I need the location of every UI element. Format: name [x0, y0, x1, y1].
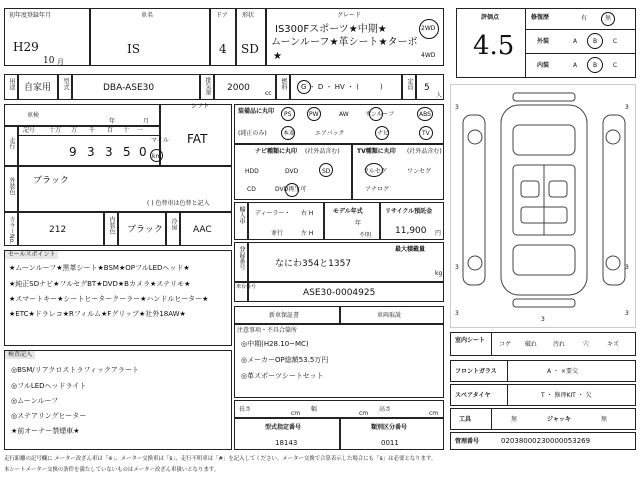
- capacity-label-cell: [402, 74, 416, 100]
- mileage-digit-4: 0: [139, 145, 147, 159]
- inspector-line-3: ◎ステアリングヒーター: [11, 412, 87, 420]
- model-label-cell: [58, 74, 72, 100]
- seat-fl: [521, 181, 539, 197]
- interior-value: ブラック: [127, 225, 163, 235]
- tv-fullseg: フルセグ: [363, 168, 387, 175]
- diagram-label-4: 3: [455, 310, 459, 317]
- wheel-lf: [468, 130, 482, 144]
- ext-label: 外装: [537, 38, 550, 45]
- grade-line2: ムーンルーフ★革シート★ターボ: [271, 37, 418, 48]
- dims-height-unit: cm: [429, 410, 439, 417]
- fuel-value: G ・ D ・ HV ・ ( ): [301, 83, 383, 91]
- color-value: 212: [49, 225, 67, 235]
- mgmt-cell: [450, 432, 636, 450]
- grade-divider: [525, 9, 526, 77]
- inspector-line-4: ★前オーナー禁煙車★: [11, 427, 80, 435]
- ext-b: B: [593, 38, 598, 45]
- repair-no: 無: [605, 15, 612, 22]
- type-num-label: 型式指定番号: [265, 424, 302, 431]
- warranty-new-label: 新車保証書: [269, 312, 300, 319]
- interior-label: 内装色: [108, 216, 115, 234]
- max-load-label: 最大積載量: [395, 246, 426, 253]
- footer-line2: 本シートメーター交換の条件を満たしていないものはメーター改ざん車扱いとなります。: [4, 467, 220, 473]
- model-value: DBA-ASE30: [103, 83, 155, 93]
- model-year-year: 年: [355, 220, 362, 227]
- int-a: A: [573, 62, 578, 69]
- glass-value: A ・ ×要交: [547, 368, 578, 375]
- ac-value-cell: [180, 212, 232, 246]
- mileage-col-5: 十: [123, 127, 130, 134]
- grade-line3: ★: [273, 51, 282, 62]
- wheel-rf: [606, 130, 620, 144]
- exterior-label-cell: [4, 166, 18, 212]
- doors-value: 4: [219, 42, 227, 56]
- ext-a: A: [573, 38, 578, 45]
- displacement-value-cell: [214, 74, 276, 100]
- sales-line-1: ★純正SDナビ★フルセグBT★DVD★Bカメラ★ステリモ★: [9, 280, 191, 288]
- mileage-digit-0: 9: [69, 145, 77, 159]
- equip-navi: ナビ: [377, 130, 390, 137]
- inspector-line-2: ◎ムーンルーフ: [11, 397, 59, 405]
- spare-divider: [507, 385, 508, 405]
- spare-value: T ・ 修理KIT ・ 欠: [541, 392, 592, 399]
- import-parallel: 並行: [271, 230, 284, 237]
- spare-cell: [450, 384, 636, 406]
- grade-box: [456, 8, 636, 78]
- score-value: 4.5: [473, 31, 515, 61]
- diagram-label-5: 3: [625, 310, 629, 317]
- tv-cell: [352, 144, 444, 200]
- ac-label: 冷房: [170, 218, 177, 230]
- navi-cell: [234, 144, 352, 200]
- shape-cell: [236, 8, 266, 66]
- jack-label: ジャッキ: [547, 416, 571, 423]
- equip-aw: AW: [339, 111, 349, 118]
- glass-divider: [507, 361, 508, 381]
- inspector-label: 検査記入: [5, 351, 35, 359]
- capacity-label: 定員: [406, 78, 413, 90]
- car-diagram: [450, 84, 636, 328]
- equip-sunroof: サンルーフ: [365, 111, 395, 118]
- tv-sublabel: (社外品含む): [407, 148, 442, 155]
- equip-leather: 本革: [283, 130, 296, 137]
- use-value-cell: [18, 74, 58, 100]
- inspection-cell: [4, 104, 160, 126]
- use-label: 用途: [8, 78, 15, 90]
- front-bumper: [513, 93, 575, 101]
- notes-line-1: ◎メーカーOP総額53.5万円: [241, 356, 329, 364]
- equip-ps: PS: [284, 111, 292, 118]
- displacement-label-cell: [200, 74, 214, 100]
- inspector-line-0: ◎BSM/リアクロストラフィックアラート: [11, 366, 139, 374]
- rear-bumper: [513, 299, 575, 307]
- interior-value-cell: [118, 212, 166, 246]
- seat-fr: [549, 181, 567, 197]
- car-left-side: [463, 115, 485, 285]
- seat-item-3: 穴: [583, 341, 590, 348]
- car-diagram-svg: [451, 85, 637, 329]
- sales-points-cell: [4, 250, 232, 346]
- registration-cell: [248, 242, 444, 282]
- import-dealer: ディーラー・: [255, 210, 291, 217]
- tools-value: 無: [511, 416, 518, 423]
- car-name-value: IS: [127, 42, 140, 56]
- tv-label: TV種類に丸印: [357, 148, 396, 155]
- seat-cell: [450, 332, 636, 356]
- seat-divider: [491, 333, 492, 355]
- int-c: C: [613, 62, 618, 69]
- mileage-digit-2: 3: [105, 145, 113, 159]
- ac-value: AAC: [193, 225, 212, 235]
- chassis-label-cell: [234, 282, 257, 302]
- warranty-manual-label: 車両取説: [377, 312, 402, 319]
- shape-label: 形状: [242, 12, 255, 19]
- equip-airbag: エアバック: [315, 130, 345, 137]
- color-value-cell: [18, 212, 104, 246]
- tv-analog: アナログ: [365, 186, 390, 193]
- fuel-value-cell: [290, 74, 402, 100]
- shift-cell: [160, 104, 232, 166]
- diagram-label-0: 3: [455, 104, 459, 111]
- mileage-unit-km: km: [152, 153, 162, 160]
- grade-hline2: [525, 53, 635, 54]
- ac-label-cell: [166, 212, 180, 246]
- navi-cd: CD: [247, 186, 256, 193]
- shift-label: シフト: [191, 103, 210, 110]
- diagram-label-2: 3: [455, 264, 459, 271]
- diagram-label-6: 3: [541, 316, 545, 323]
- chassis-label: 車台番号: [236, 284, 257, 290]
- drive-2wd: 2WD: [421, 25, 436, 32]
- reg-year-label: 初年度登録年月: [9, 12, 52, 19]
- import-label: 輸入車: [238, 206, 245, 224]
- equipment-label: 装備品に丸印: [238, 108, 275, 115]
- dims-cell: [234, 400, 444, 418]
- tv-oneseg: ワンセグ: [407, 168, 432, 175]
- dims-height: 高さ: [379, 406, 392, 413]
- car-trunk: [513, 245, 575, 275]
- import-right: 右 H: [301, 210, 314, 217]
- car-hood: [513, 125, 575, 155]
- exterior-cell: [18, 166, 232, 212]
- registration-label: 登録番号: [238, 246, 245, 270]
- mileage-cell: [18, 126, 169, 166]
- type-num-value: 18143: [275, 439, 298, 447]
- model-year-label: モデル年式: [333, 208, 363, 215]
- import-left: 左 H: [301, 230, 314, 237]
- mileage-col-2: 万: [71, 127, 78, 134]
- wheel-rr: [606, 256, 620, 270]
- doors-label: ドア: [216, 12, 228, 19]
- sales-line-2: ★スマートキー★シートヒータークーラー★ハンドルヒーター★: [9, 295, 209, 303]
- equipment-sublabel: (純正のみ): [238, 130, 267, 137]
- car-name-label: 車名: [141, 12, 154, 19]
- tools-divider: [491, 409, 492, 429]
- doors-cell: [210, 8, 236, 66]
- displacement-label: 排気量: [204, 77, 211, 95]
- inspector-cell: [4, 350, 232, 450]
- model-year-unknown: 不明: [359, 232, 372, 239]
- equipment-cell: [234, 104, 444, 144]
- dims-length-unit: cm: [291, 410, 301, 417]
- car-name-cell: [90, 8, 210, 66]
- mileage-col-0: 記号: [23, 127, 36, 134]
- mileage-col-3: 千: [89, 127, 96, 134]
- equip-tv: TV: [422, 130, 430, 137]
- wheel-lr: [468, 256, 482, 270]
- navi-dvdplay: DVD再生可: [275, 186, 307, 193]
- glass-label: フロントガラス: [455, 368, 497, 375]
- notes-label: 注意事項・不具合箇所: [237, 327, 298, 334]
- chassis-value: ASE30-0004925: [303, 288, 376, 298]
- mgmt-label: 管理番号: [455, 438, 480, 445]
- mileage-col-6: 一: [137, 127, 144, 134]
- import-cell: [248, 202, 324, 240]
- chassis-cell: [248, 282, 444, 302]
- notes-line-0: ◎中期(H28.10~MC): [241, 340, 309, 348]
- repair-label: 修復歴: [531, 14, 550, 21]
- dims-width-unit: cm: [359, 410, 369, 417]
- inspector-line-1: ◎フルLEDヘッドライト: [11, 382, 87, 390]
- spare-label: スペアタイヤ: [455, 392, 491, 399]
- sales-points-label: セールスポイント: [5, 251, 58, 259]
- max-load-unit: kg: [435, 270, 443, 277]
- seat-label: 室内シート: [455, 337, 486, 344]
- int-label: 内装: [537, 62, 550, 69]
- score-label: 評価点: [481, 14, 500, 21]
- seat-item-0: コゲ: [499, 341, 512, 348]
- glass-cell: [450, 360, 636, 382]
- sales-line-3: ★ETC★ドラレコ★Rフィルム★Fグリップ★社外18AW★: [9, 310, 186, 318]
- seat-item-2: 汚れ: [553, 341, 566, 348]
- mileage-digit-3: 5: [123, 145, 131, 159]
- diagram-label-3: 3: [625, 264, 629, 271]
- exterior-value: ブラック: [33, 176, 69, 186]
- recycle-cell: [380, 202, 444, 240]
- model-label: 型式: [62, 78, 69, 90]
- seat-item-1: 破れ: [525, 341, 538, 348]
- navi-sublabel: (社外品含む): [305, 148, 340, 155]
- mileage-label-cell: [4, 126, 18, 166]
- ext-c: C: [613, 38, 618, 45]
- color-label: カラーNo.: [8, 216, 15, 244]
- inspection-month: 月: [143, 118, 150, 125]
- jack-value: 無: [601, 416, 608, 423]
- sales-line-0: ★ムーンルーフ★黒革シート★BSM★OPフルLEDヘッド★: [9, 264, 190, 272]
- int-b: B: [593, 62, 598, 69]
- fuel-label: 燃料: [280, 78, 287, 90]
- equip-abs: ABS: [419, 111, 431, 118]
- category-num-value: 0011: [381, 439, 399, 447]
- navi-hdd: HDD: [245, 168, 259, 175]
- capacity-value-cell: [416, 74, 444, 100]
- type-num-cell: [234, 418, 340, 450]
- mileage-label: 走行: [8, 137, 15, 149]
- model-value-cell: [72, 74, 200, 100]
- grade-line1: IS300Fスポーツ★中期★: [275, 24, 387, 35]
- seat-item-4: キズ: [607, 341, 619, 348]
- navi-dvd: DVD: [285, 168, 299, 175]
- footer-line1: 走行距離の記号欄に メーター改ざん車は「※」、メーター交換車は「$」、走行不明車は「#」を記入してください。メーター交換で合算表示した場合にも「$」は必要となります。: [4, 456, 437, 462]
- mileage-col-4: 百: [107, 127, 114, 134]
- tools-cell: [450, 408, 636, 430]
- reg-year-cell: [4, 8, 90, 66]
- repair-yes: 有: [581, 15, 588, 22]
- capacity-value: 5: [424, 83, 430, 93]
- shape-value: SD: [241, 42, 259, 56]
- notes-cell: [234, 324, 444, 398]
- notes-line-2: ◎革スポーツシートセット: [241, 372, 324, 380]
- car-right-side: [603, 115, 625, 285]
- capacity-unit: 人: [436, 92, 443, 99]
- tools-label: 工具: [459, 416, 472, 423]
- grade-label: グレード: [337, 12, 362, 19]
- mileage-unit-mile: マイル: [151, 137, 169, 144]
- month-unit: 月: [57, 58, 64, 66]
- grade-cell: [266, 8, 444, 66]
- color-label-cell: [4, 212, 18, 246]
- navi-sd: SD: [322, 168, 331, 175]
- reg-year-value: H29: [13, 40, 39, 54]
- interior-label-cell: [104, 212, 118, 246]
- inspection-year: 年: [109, 118, 116, 125]
- drive-4wd: 4WD: [421, 52, 436, 59]
- grade-hline1: [525, 29, 635, 30]
- mileage-digit-1: 3: [87, 145, 95, 159]
- exterior-note: ( ) 色替車は色替と記入: [147, 200, 210, 207]
- dims-width: 幅: [311, 406, 318, 413]
- model-year-cell: [324, 202, 380, 240]
- fuel-label-cell: [276, 74, 290, 100]
- exterior-label: 外装色: [8, 177, 15, 195]
- displacement-unit: cc: [265, 90, 272, 97]
- mgmt-value: 02038000230000053269: [501, 437, 591, 445]
- diagram-label-1: 3: [625, 104, 629, 111]
- use-label-cell: [4, 74, 18, 100]
- inspection-label: 車検: [27, 112, 40, 119]
- registration-value: なにわ354と1357: [275, 259, 352, 269]
- import-label-cell: [234, 202, 248, 240]
- recycle-label: リサイクル預託金: [385, 208, 433, 215]
- use-value: 自家用: [24, 83, 52, 93]
- shift-value: FAT: [187, 132, 208, 146]
- warranty-manual-cell: [340, 306, 444, 324]
- category-num-label: 類別区分番号: [371, 424, 408, 431]
- mileage-col-1: 十万: [49, 127, 62, 134]
- warranty-new-cell: [234, 306, 340, 324]
- navi-label: ナビ種類に丸印: [255, 148, 298, 155]
- recycle-unit: 円: [435, 230, 442, 237]
- registration-label-cell: [234, 242, 248, 282]
- dims-length: 長さ: [239, 406, 252, 413]
- category-num-cell: [340, 418, 444, 450]
- displacement-value: 2000: [227, 83, 250, 93]
- reg-month-value: 10: [43, 56, 55, 66]
- equip-pw: PW: [309, 111, 319, 118]
- recycle-value: 11,900: [395, 226, 427, 236]
